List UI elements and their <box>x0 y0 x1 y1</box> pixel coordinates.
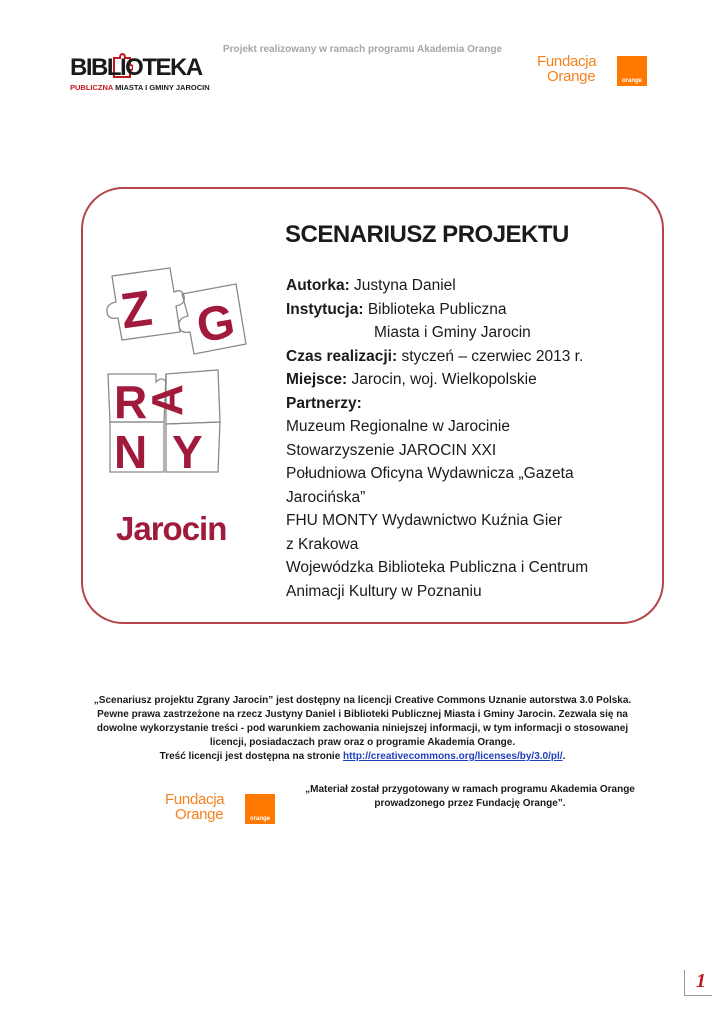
place-row <box>286 368 656 392</box>
project-info <box>286 274 656 603</box>
author-row <box>286 274 656 298</box>
prepared-notice <box>290 783 650 811</box>
time-row <box>286 345 656 369</box>
puzzle-letter-r: R <box>114 376 148 428</box>
license-link-suffix: . <box>562 751 566 762</box>
place-label: Miejsce: <box>286 371 348 388</box>
partner-item: z Krakowa <box>286 535 359 553</box>
license-notice <box>60 694 665 764</box>
license-line: „Scenariusz projektu Zgrany Jarocin” jest dostępny na licencji Creative Commons Uznanie autorstwa 3.0 Polska. <box>93 695 632 706</box>
puzzle-letter-g: G <box>192 294 239 354</box>
partner-item: Wojewódzka Biblioteka Publiczna i Centrum <box>286 559 589 576</box>
time-label: Czas realizacji: <box>286 347 398 365</box>
orange-word: Orange <box>175 806 224 823</box>
fundacja-word: Fundacja <box>537 53 597 70</box>
fundacja-orange-logo-text <box>165 792 224 822</box>
header-note: Projekt realizowany w ramach programu Akademia Orange <box>222 44 503 55</box>
institution-value: Biblioteka Publiczna <box>367 300 507 318</box>
institution-row <box>286 298 656 322</box>
puzzle-letter-n: N <box>114 426 148 478</box>
partner-item: Południowa Oficyna Wydawnicza „Gazeta <box>286 465 574 482</box>
puzzle-letter-y: Y <box>172 426 203 478</box>
library-logo-sub-red: PUBLICZNA <box>70 83 114 92</box>
fundacja-orange-logo-text <box>537 54 596 84</box>
partner-item: Muzeum Regionalne w Jarocinie <box>286 418 511 435</box>
license-line: dowolne wykorzystanie treści - pod warunkiem zachowania niniejszej informacji, w tym informacji o stosowanej <box>96 723 629 734</box>
orange-square-icon: orange <box>245 794 275 824</box>
institution-label: Instytucja: <box>286 300 364 318</box>
author-label: Autorka: <box>286 277 350 294</box>
orange-square-icon: orange <box>617 56 647 86</box>
prepared-line: prowadzonego przez Fundację Orange”. <box>374 798 566 809</box>
institution-row-2 <box>286 321 656 345</box>
place-value: Jarocin, woj. Wielkopolskie <box>351 371 537 388</box>
partner-item: Jarocińska” <box>286 488 366 506</box>
fundacja-orange-logo-top <box>537 54 647 88</box>
zgrany-puzzle-artwork <box>100 262 250 512</box>
partner-item: FHU MONTY Wydawnictwo Kuźnia Gier <box>286 512 563 529</box>
partner-item: Animacji Kultury w Poznaniu <box>286 582 482 600</box>
partner-item: Stowarzyszenie JAROCIN XXI <box>286 441 497 459</box>
library-logo-sub-rest: MIASTA I GMINY JAROCIN <box>115 83 210 92</box>
library-logo <box>70 52 210 96</box>
partners-row <box>286 392 656 416</box>
author-value: Justyna Daniel <box>354 277 456 294</box>
license-line: licencji, posiadaczach praw oraz o programie Akademia Orange. <box>209 737 516 748</box>
fundacja-orange-logo-bottom <box>165 792 275 826</box>
license-link-prefix: Treść licencji jest dostępna na stronie <box>159 751 344 762</box>
license-line <box>60 750 665 764</box>
partners-label: Partnerzy: <box>286 394 362 412</box>
page-title: SCENARIUSZ PROJEKTU <box>285 221 569 248</box>
puzzle-letter-z: Z <box>117 279 156 340</box>
puzzle-letter-a: A <box>143 384 192 416</box>
institution-value-2: Miasta i Gminy Jarocin <box>374 324 531 341</box>
orange-word: Orange <box>547 68 596 85</box>
page-number: 1 <box>684 970 712 996</box>
fundacja-word: Fundacja <box>165 791 225 808</box>
prepared-line: „Materiał został przygotowany w ramach programu Akademia Orange <box>305 784 635 795</box>
library-logo-word: BIBLIOTEKA <box>70 54 202 81</box>
license-link[interactable]: http://creativecommons.org/licenses/by/3.0/pl/ <box>343 751 563 762</box>
artwork-caption: Jarocin <box>116 510 227 547</box>
time-value: styczeń – czerwiec 2013 r. <box>401 347 584 365</box>
license-line: Pewne prawa zastrzeżone na rzecz Justyny Daniel i Biblioteki Publicznej Miasta i Gminy Jarocin. Zezwala się na <box>97 709 628 720</box>
library-logo-subtitle <box>70 83 210 92</box>
